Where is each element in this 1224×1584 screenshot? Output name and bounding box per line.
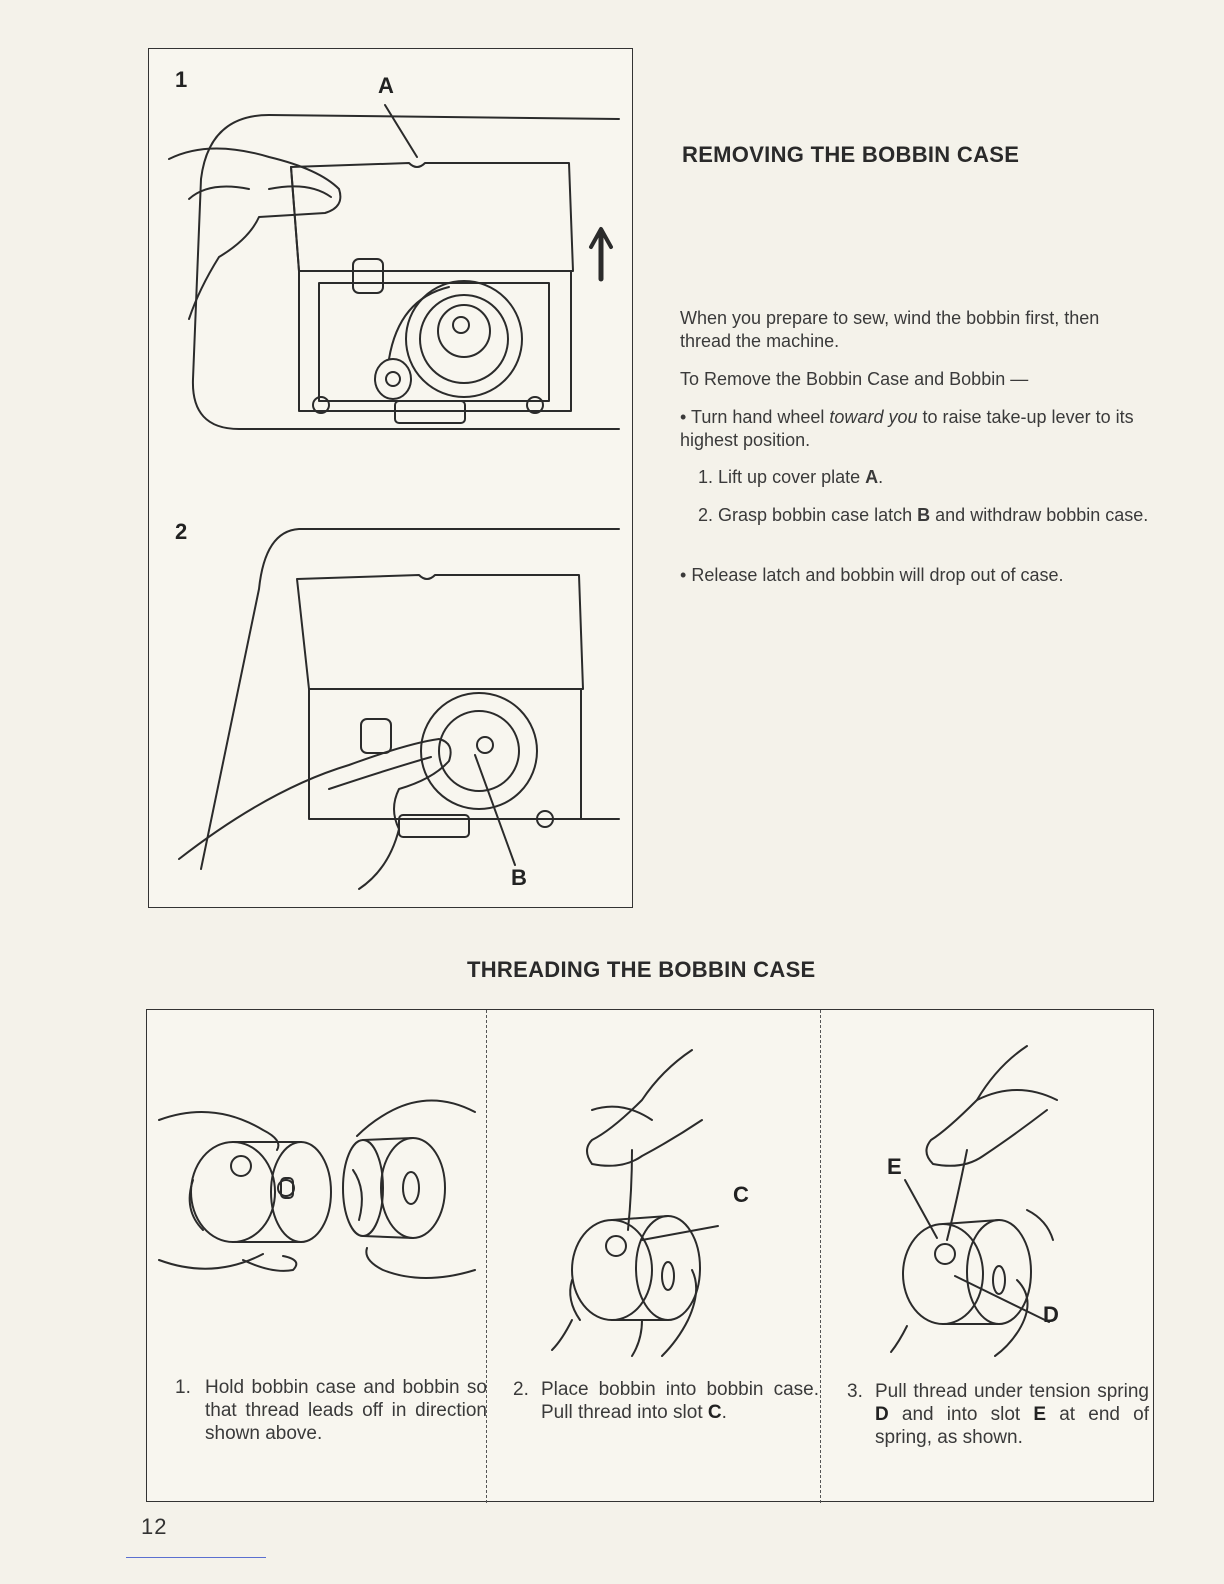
threading-step-3-ref-d: D	[875, 1404, 889, 1425]
threading-step-1-number: 1.	[175, 1377, 191, 1398]
removing-heading: REMOVING THE BOBBIN CASE	[682, 142, 1020, 167]
threading-step-3-number: 3.	[847, 1381, 863, 1402]
step-2-text: Grasp bobbin case latch	[718, 505, 918, 525]
threading-step-2-number: 2.	[513, 1379, 529, 1400]
removing-intro: When you prepare to sew, wind the bobbin first, then thread the machine.	[680, 308, 1100, 351]
step-1-number: 1.	[698, 467, 714, 487]
step-2-ref: B	[917, 505, 931, 525]
threading-step-3-mid: and into slot	[888, 1404, 1034, 1425]
panel-1-illustration	[149, 49, 634, 489]
removing-bullet-1	[680, 406, 1150, 452]
step-2-end: and withdraw bobbin case.	[930, 505, 1149, 525]
threading-step-3-ref-e: E	[1033, 1404, 1047, 1425]
step-1-ref: A	[865, 467, 879, 487]
threading-step-3	[847, 1380, 1149, 1449]
callout-e: E	[887, 1154, 902, 1179]
callout-d: D	[1043, 1302, 1059, 1327]
threading-step-2	[513, 1378, 819, 1424]
bobbin-in-case-illustration	[492, 1040, 812, 1360]
threading-step-1-text: Hold bobbin case and bobbin so that thread leads off in direction shown above.	[205, 1377, 487, 1444]
column-divider-2	[820, 1010, 821, 1503]
threading-step-2-ref: C	[707, 1402, 722, 1423]
bullet-1-pre: Turn hand wheel	[691, 407, 830, 427]
step-1-text: Lift up cover plate	[718, 467, 866, 487]
step-1-end: .	[878, 467, 884, 487]
bullet-1-emphasis: toward you	[829, 407, 918, 427]
footer-rule	[126, 1557, 266, 1558]
bullet-1-post: to raise take-up lever to its highest position.	[680, 407, 1134, 450]
threading-step-1	[175, 1376, 487, 1445]
panel-1-number: 1	[175, 67, 188, 92]
panel-2-number: 2	[175, 519, 188, 544]
removal-figure-frame	[148, 48, 633, 908]
callout-b: B	[511, 865, 527, 890]
panel-2-illustration	[149, 489, 634, 909]
removing-step-1	[698, 466, 1150, 489]
page-number: 12	[141, 1514, 168, 1539]
removing-step-2	[698, 504, 1150, 527]
bullet-dot: •	[680, 565, 687, 585]
threading-heading: THREADING THE BOBBIN CASE	[467, 957, 816, 982]
threading-step-3-end: at end of spring, as shown.	[875, 1404, 1149, 1448]
threading-step-3-text: Pull thread under tension spring	[875, 1381, 1149, 1402]
callout-a: A	[378, 73, 394, 98]
callout-c: C	[733, 1182, 749, 1207]
tension-spring-illustration	[827, 1040, 1147, 1360]
removing-subheading: To Remove the Bobbin Case and Bobbin —	[680, 369, 1029, 389]
threading-step-2-end: .	[721, 1402, 727, 1423]
removing-bullet-2	[680, 564, 1150, 587]
threading-figure-frame	[146, 1009, 1154, 1502]
step-2-number: 2.	[698, 505, 714, 525]
bullet-2-text: Release latch and bobbin will drop out of case.	[691, 565, 1064, 585]
bullet-dot: •	[680, 407, 687, 427]
threading-step-2-text: Place bobbin into bobbin case. Pull thread into slot	[541, 1379, 819, 1423]
bobbin-case-and-bobbin-illustration	[153, 1060, 483, 1360]
